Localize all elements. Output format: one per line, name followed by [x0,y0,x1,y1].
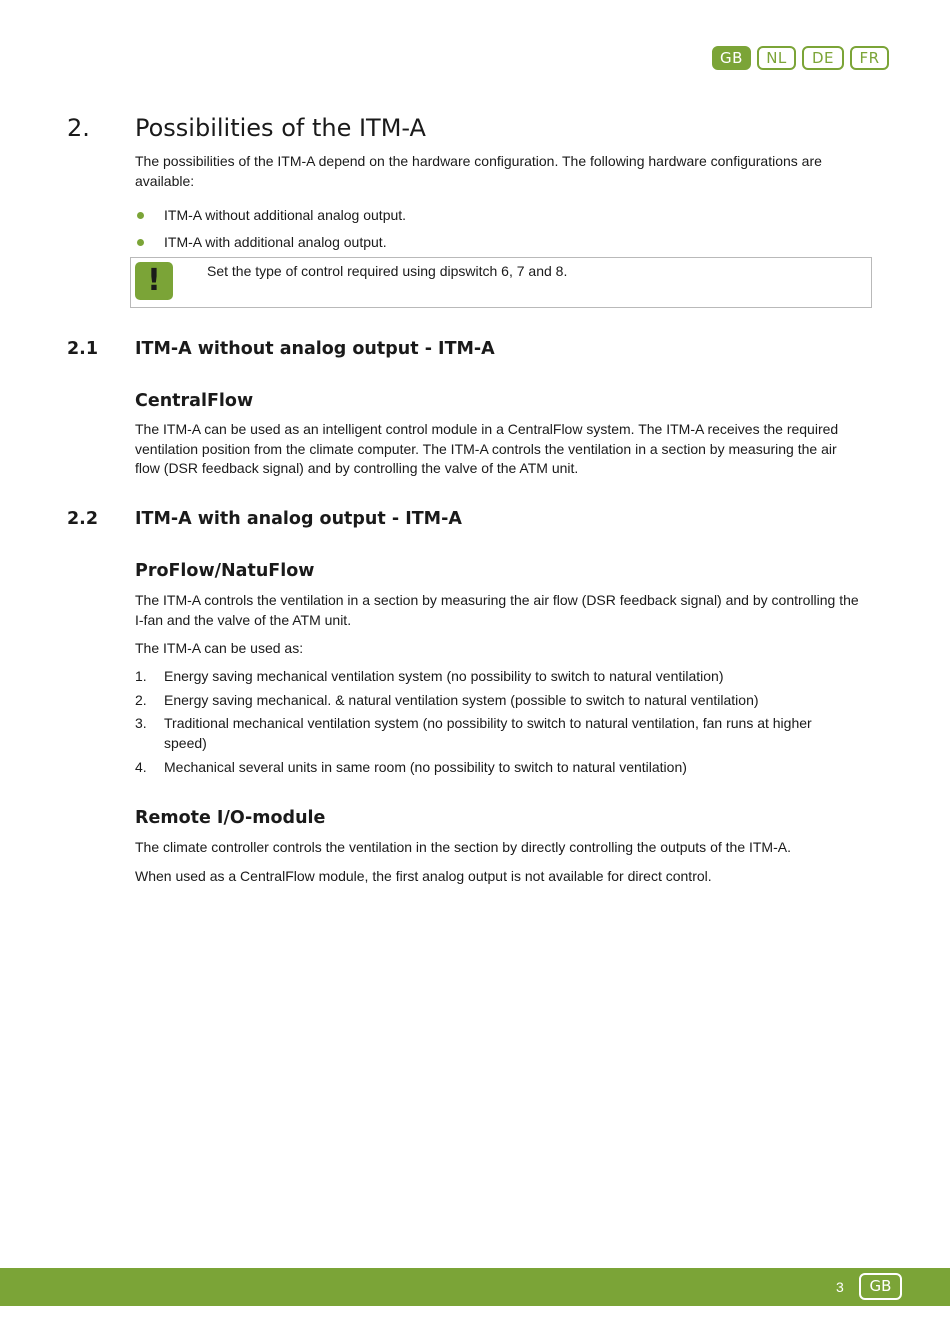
section-number: 2.2 [67,509,99,529]
body-paragraph: The ITM-A can be used as: [135,640,304,656]
footer-language-tab: GB [859,1273,902,1300]
subheading: Remote I/O-module [135,808,326,828]
subheading: CentralFlow [135,391,254,411]
note-text: Set the type of control required using dipswitch 6, 7 and 8. [207,263,568,279]
bullet-dot-icon [137,212,144,219]
page-title: Possibilities of the ITM-A [135,114,426,142]
body-paragraph: When used as a CentralFlow module, the first analog output is not available for direct control. [135,868,712,884]
bullet-dot-icon [137,239,144,246]
section-number: 2.1 [67,339,99,359]
footer-bar [0,1268,950,1306]
exclamation-icon: ! [135,262,173,300]
subheading: ProFlow/NatuFlow [135,561,315,581]
page-number: 3 [836,1279,844,1295]
lang-tab-gb[interactable]: GB [712,46,751,70]
section-number: 2. [67,114,90,142]
lang-tab-de[interactable]: DE [802,46,844,70]
body-paragraph: The ITM-A can be used as an intelligent control module in a CentralFlow system. The ITM-A receives the required ventilation position from the climate computer. The ITM-A controls the ventilation in a section by measuring the air flow (DSR feedback signal) and by controlling the valve of the ATM unit. [135,421,839,476]
lang-tab-fr[interactable]: FR [850,46,889,70]
warning-note [130,257,872,308]
section-heading: ITM-A without analog output - ITM-A [135,339,495,359]
section-heading: ITM-A with analog output - ITM-A [135,509,462,529]
body-paragraph: The climate controller controls the ventilation in the section by directly controlling the outputs of the ITM-A. [135,839,791,855]
intro-paragraph: The possibilities of the ITM-A depend on the hardware configuration. The following hardware configurations are available: [135,153,822,189]
lang-tab-nl[interactable]: NL [757,46,796,70]
body-paragraph: The ITM-A controls the ventilation in a section by measuring the air flow (DSR feedback signal) and by controlling the I-fan and the valve of the ATM unit. [135,592,859,628]
language-selector [712,46,889,70]
